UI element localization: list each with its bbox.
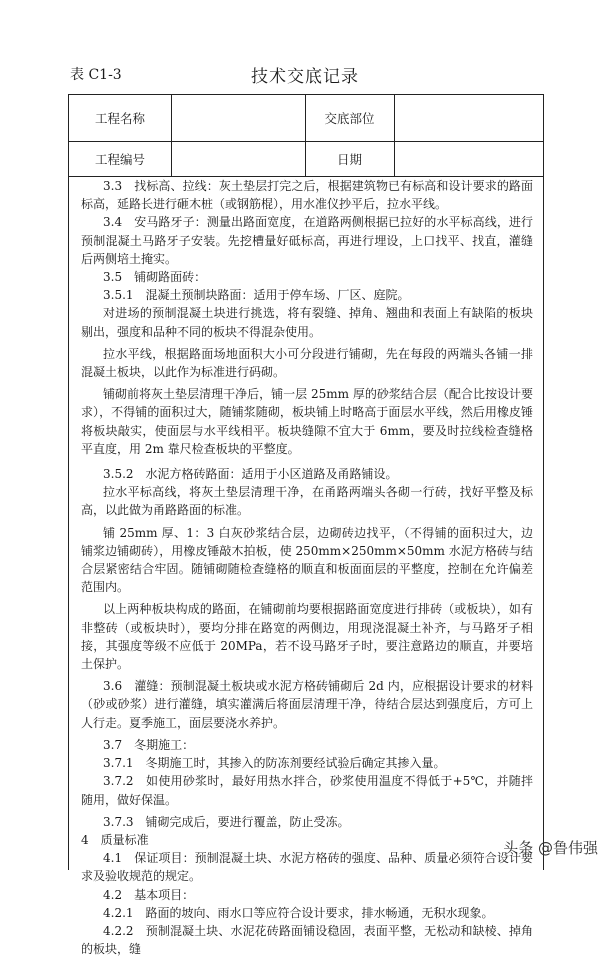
disclosure-content xyxy=(69,177,543,958)
section-heading: 4 质量标准 xyxy=(81,832,149,847)
paragraph: 3.6 灌缝：预制混凝土板块或水泥方格砖铺砌后 2d 内，应根据设计要求的材料（砂或砂浆）进行灌缝，填实灌满后将面层清理干净，待结合层达到强度后，方可上人行走。夏季施工，面层要浇水养护。 xyxy=(81,679,533,730)
paragraph: 铺砌前将灰土垫层清理干净后，铺一层 25mm 厚的砂浆结合层（配合比按设计要求），不得铺的面积过大，随铺浆随砌，板块铺上时略高于面层水平线，然后用橡皮锤将板块敲实，使面层与水平线相平。板块缝隙不宜大于 6mm，要及时拉线检查缝格平直度，用 2m 靠尺检查板块的平整度。 xyxy=(81,387,533,456)
paragraph: 3.4 安马路牙子：测量出路面宽度，在道路两侧根据已拉好的水平标高线，进行预制混凝土马路牙子安装。先挖槽量好砥标高，再进行埋设，上口找平、找直，灌缝后两侧培土掩实。 xyxy=(81,215,533,266)
date-label: 日期 xyxy=(336,151,362,167)
paragraph: 4.2.2 预制混凝土块、水泥花砖路面铺设稳固，表面平整，无松动和缺棱、掉角的板块，缝 xyxy=(81,923,533,957)
subsection-heading: 3.5.2 水泥方格砖路面：适用于小区道路及甬路铺设。 xyxy=(103,467,398,482)
paragraph: 3.7.1 冬期施工时，其掺入的防冻剂要经试验后确定其掺入量。 xyxy=(103,756,446,771)
paragraph: 4.1 保证项目：预制混凝土块、水泥方格砖的强度、品种、质量必须符合设计要求及验收规范的规定。 xyxy=(81,851,533,884)
watermark: 头条 @鲁伟强 xyxy=(503,839,598,857)
handover-section-value[interactable] xyxy=(394,95,543,141)
paragraph: 对进场的预制混凝土块进行挑选，将有裂缝、掉角、翘曲和表面上有缺陷的板块剔出，强度和品种不同的板块不得混杂使用。 xyxy=(81,306,533,339)
paragraph: 3.3 找标高、拉线：灰土垫层打完之后，根据建筑物已有标高和设计要求的路面标高，延路长进行砸木桩（或钢筋棍），用水准仪抄平后，拉水平线。 xyxy=(81,179,533,212)
header-row-project-number xyxy=(69,141,543,177)
project-number-label: 工程编号 xyxy=(94,151,145,167)
date-value[interactable] xyxy=(394,141,543,176)
paragraph: 以上两种板块构成的路面，在铺砌前均要根据路面宽度进行排砖（或板块），如有非整砖（或板块时），要均分排在路宽的两侧边，用现浇混凝土补齐，与马路牙子相接，其强度等级不应低于 20MPa，若不设马路牙子时，要注意路边的顺直，并要培土保护。 xyxy=(81,602,533,672)
project-number-value[interactable] xyxy=(171,141,305,176)
header-row-project-name xyxy=(69,95,543,142)
paragraph: 3.7.3 铺砌完成后，要进行覆盖，防止受冻。 xyxy=(103,814,350,829)
paragraph: 拉水平线，根据路面场地面积大小可分段进行铺砌，先在每段的两端头各铺一排混凝土板块，以此作为标准进行码砌。 xyxy=(81,346,533,380)
section-heading: 3.5 铺砌路面砖： xyxy=(103,270,207,285)
paragraph: 3.7.2 如使用砂浆时，最好用热水拌合，砂浆使用温度不得低于+5℃，并随拌随用，做好保温。 xyxy=(81,774,533,807)
section-heading: 3.7 冬期施工： xyxy=(103,737,195,752)
project-name-value[interactable] xyxy=(171,95,305,141)
paragraph: 铺 25mm 厚、1：3 白灰砂浆结合层，边砌砖边找平，（不得铺的面积过大，边铺浆边铺砌砖），用橡皮锤敲木拍板，使 250mm×250mm×50mm 水泥方格砖与结合层紧密结合牢固。随铺砌随检查缝格的顺直和板面面层的平整度，控制在允许偏差范围内。 xyxy=(81,525,533,595)
paragraph: 4.2.1 路面的坡向、雨水口等应符合设计要求，排水畅通，无积水现象。 xyxy=(103,905,494,920)
subsection-heading: 3.5.1 混凝土预制块路面：适用于停车场、厂区、庭院。 xyxy=(103,288,410,303)
section-heading: 4.2 基本项目： xyxy=(103,887,195,902)
project-name-label: 工程名称 xyxy=(94,111,145,126)
form-code: 表 C1-3 xyxy=(70,67,122,83)
document-title: 技术交底记录 xyxy=(251,67,359,87)
record-table xyxy=(68,94,544,957)
paragraph: 拉水平标高线，将灰土垫层清理干净，在甬路两端头各砌一行砖，找好平整及标高，以此做为甬路路面的标准。 xyxy=(81,485,533,518)
handover-section-label: 交底部位 xyxy=(324,111,375,126)
